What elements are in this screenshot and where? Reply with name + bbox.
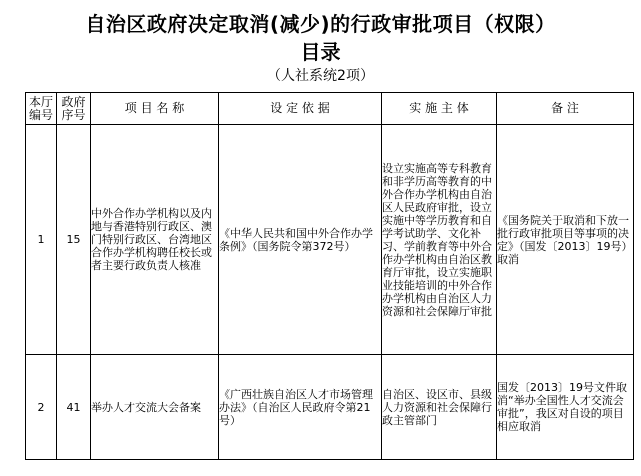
subject-text: 设立实施高等专科教育和非学历高等教育的中外合作办学机构由自治区人民政府审批，设立实施中等学历教育和自学考试助学、文化补习、学前教育等中外合作办学机构由自治区教育厅审批，设立实施职业技能培训的中外合作办学机构由自治区人力资源和社会保障厅审批 (382, 161, 492, 318)
cell-item-name (91, 125, 219, 355)
cell-gov-no: 15 (57, 125, 91, 355)
approval-items-table (25, 92, 634, 460)
column-header-dept-no: 本厅编号 (26, 93, 57, 125)
cell-gov-no: 41 (57, 355, 91, 460)
page-title: 自治区政府决定取消(减少)的行政审批项目（权限） (85, 12, 556, 36)
cell-subject (382, 355, 497, 460)
column-header-gov-no: 政府序号 (57, 93, 91, 125)
table-row (26, 125, 634, 355)
table-row (26, 355, 634, 460)
table-header-row (26, 93, 634, 125)
cell-basis (219, 355, 382, 460)
subject-text: 自治区、设区市、县级人力资源和社会保障行政主管部门 (382, 387, 492, 427)
column-header-remark: 备 注 (497, 93, 634, 125)
item-name-text: 举办人才交流大会备案 (91, 400, 201, 414)
cell-item-name (91, 355, 219, 460)
basis-text: 《中华人民共和国中外合作办学条例》（国务院令第372号） (219, 226, 373, 253)
basis-text: 《广西壮族自治区人才市场管理办法》（自治区人民政府令第21号） (219, 387, 373, 427)
cell-basis (219, 125, 382, 355)
cell-dept-no: 1 (26, 125, 57, 355)
column-header-item-name: 项 目 名 称 (91, 93, 219, 125)
remark-text: 《国务院关于取消和下放一批行政审批项目等事项的决定》（国发〔2013〕19号）取消 (497, 213, 633, 266)
page-subtitle: （人社系统2项） (267, 68, 374, 84)
remark-text: 国发〔2013〕19号文件取消“举办全国性人才交流会审批”，我区对自设的项目相应取消 (497, 381, 627, 433)
cell-subject (382, 125, 497, 355)
cell-remark (497, 355, 634, 460)
item-name-text: 中外合作办学机构以及内地与香港特别行政区、澳门特别行政区、台湾地区合作办学机构聘任校长或者主要行政负责人核准 (91, 207, 212, 272)
cell-dept-no: 2 (26, 355, 57, 460)
column-header-subject: 实 施 主 体 (382, 93, 497, 125)
page-title-directory: 目录 (300, 40, 341, 64)
cell-remark (497, 125, 634, 355)
column-header-basis: 设 定 依 据 (219, 93, 382, 125)
